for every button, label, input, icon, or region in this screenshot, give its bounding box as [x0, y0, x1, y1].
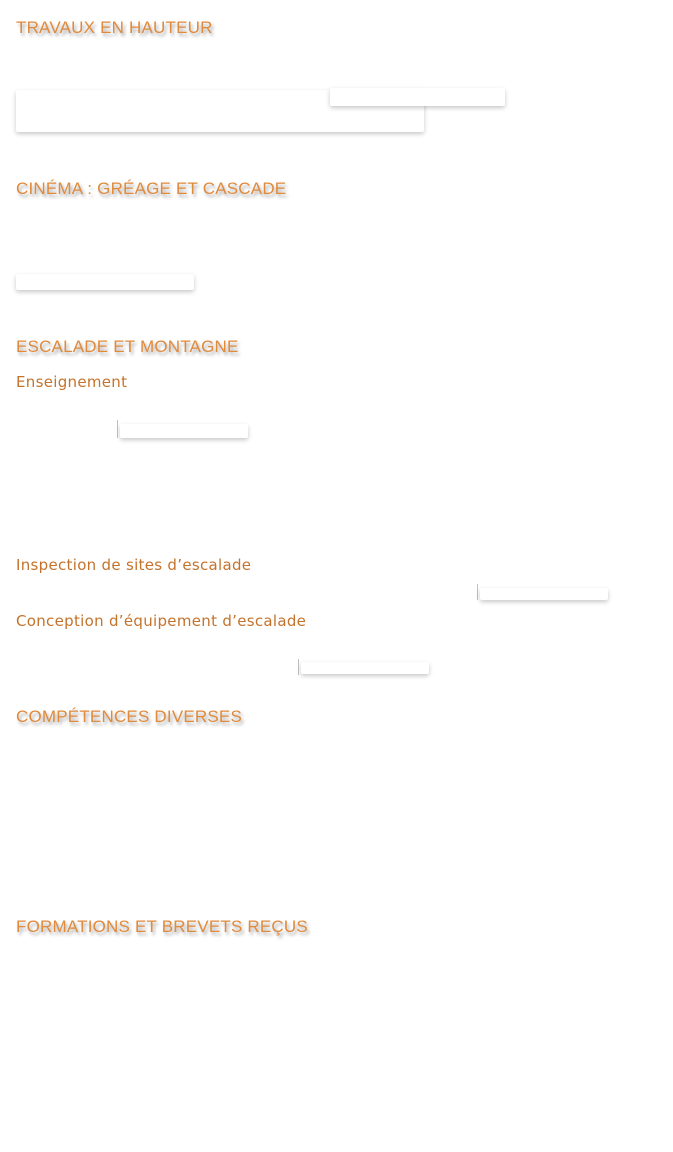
subheading-inspection: Inspection de sites d’escalade — [16, 556, 252, 574]
subheading-enseignement: Enseignement — [16, 373, 128, 391]
hidden-text-block — [16, 274, 194, 290]
separator — [477, 584, 478, 600]
section-title-competences-diverses: COMPÉTENCES DIVERSES — [16, 707, 242, 726]
section-title-cinema: CINÉMA : GRÉAGE ET CASCADE — [16, 179, 287, 198]
hidden-text-block — [120, 424, 248, 438]
hidden-text-block — [330, 88, 505, 106]
separator — [117, 420, 118, 438]
section-title-travaux-en-hauteur: TRAVAUX EN HAUTEUR — [16, 18, 213, 37]
section-title-formations-brevets: FORMATIONS ET BREVETS REÇUS — [16, 917, 308, 936]
section-title-escalade-montagne: ESCALADE ET MONTAGNE — [16, 337, 239, 356]
separator — [298, 659, 299, 675]
subheading-conception: Conception d’équipement d’escalade — [16, 612, 307, 630]
hidden-text-block — [480, 588, 608, 600]
hidden-text-block — [301, 662, 429, 674]
